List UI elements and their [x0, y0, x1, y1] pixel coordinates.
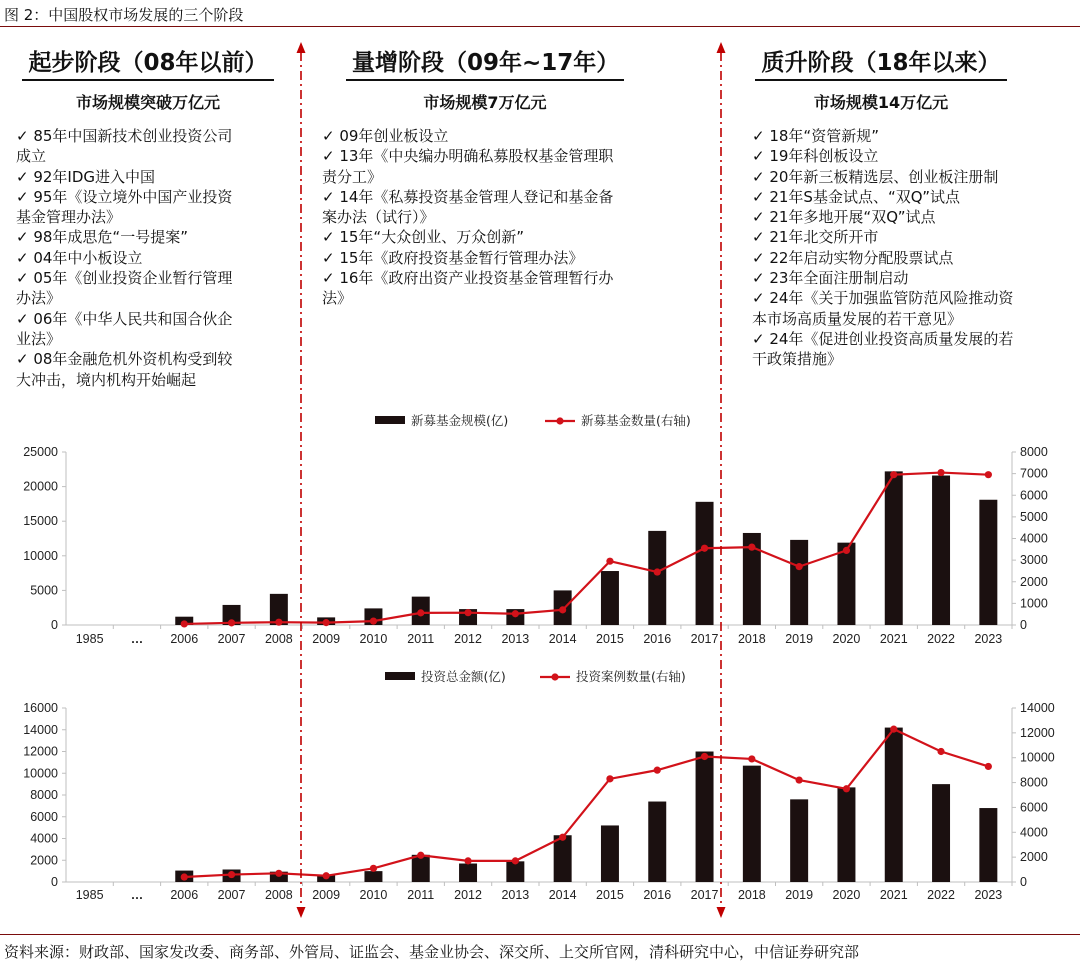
chart2-line-point: [559, 834, 566, 841]
chart1-x-tick-label: 2014: [548, 632, 577, 646]
chart2-x-tick-label: 2011: [407, 888, 435, 902]
chart1-x-tick-label: 2023: [974, 632, 1003, 646]
chart1-line-point: [559, 606, 566, 613]
chart1-x-tick-label: 2017: [690, 632, 719, 646]
chart2-x-tick-label: 2009: [312, 888, 341, 902]
event-line: ✓ 15年《政府投资基金暂行管理办法》: [322, 248, 584, 267]
chart2-line-point: [748, 755, 755, 762]
event-line: ✓ 92年IDG进入中国: [16, 167, 156, 186]
chart1-legend-line-label: 新募基金数量(右轴): [581, 413, 691, 428]
chart1-line-point: [512, 610, 519, 617]
chart2-line-point: [323, 872, 330, 879]
chart2-left-tick-label: 8000: [30, 788, 58, 802]
chart2-right-tick-label: 4000: [1020, 825, 1048, 840]
event-line: ✓ 04年中小板设立: [16, 248, 143, 267]
event-line: ✓ 20年新三板精选层、创业板注册制: [752, 167, 999, 186]
chart2-left-tick-label: 0: [51, 875, 58, 889]
chart2-x-tick-label: 2006: [170, 888, 199, 902]
event-line: ✓ 13年《中央编办明确私募股权基金管理职: [322, 147, 614, 166]
event-line: ✓ 21年多地开展“双Q”试点: [752, 208, 936, 227]
event-line: 业法》: [16, 329, 62, 348]
event-line: ✓ 98年成思危“一号提案”: [16, 228, 188, 247]
chart1-line-point: [181, 620, 188, 627]
chart1-legend-bar-label: 新募基金规模(亿): [411, 413, 509, 428]
chart1-line-point: [890, 471, 897, 478]
chart2-left-tick-label: 16000: [23, 701, 58, 715]
chart1-line-point: [701, 545, 708, 552]
chart2-series-line: [184, 729, 988, 877]
chart1-x-tick-label: 2021: [879, 632, 908, 646]
event-line: 本市场高质量发展的若干意见》: [752, 309, 963, 328]
chart1-right-tick-label: 6000: [1020, 488, 1048, 503]
chart2-x-tick-label: 2016: [643, 888, 672, 902]
chart1-line-point: [843, 547, 850, 554]
event-line: 干政策措施》: [752, 350, 843, 369]
chart2-bar: [885, 728, 903, 882]
divider-arrow-down-icon: [717, 907, 726, 918]
chart2-left-tick-label: 10000: [23, 766, 58, 781]
event-line: 责分工》: [322, 167, 383, 186]
chart1-x-tick-label: 2011: [407, 632, 435, 646]
chart2-bar: [554, 835, 572, 882]
chart1-line-point: [796, 563, 803, 570]
chart1-series-line: [184, 473, 988, 624]
chart1-x-tick-label: 2006: [170, 632, 199, 646]
chart2-right-tick-label: 8000: [1020, 775, 1048, 790]
chart1-right-tick-label: 1000: [1020, 596, 1048, 611]
chart2-bar: [364, 871, 382, 882]
chart2-x-tick-label: …: [130, 888, 144, 902]
event-line: ✓ 14年《私募投资基金管理人登记和基金备: [322, 187, 614, 206]
chart2-left-tick-label: 12000: [23, 744, 58, 759]
chart1-right-tick-label: 5000: [1020, 509, 1048, 524]
chart1-bar: [932, 476, 950, 625]
event-line: 案办法（试行）》: [322, 208, 435, 227]
chart1-x-tick-label: …: [130, 632, 144, 646]
stage-1-title: 起步阶段（08年以前）: [22, 48, 273, 81]
chart1-right-tick-label: 8000: [1020, 445, 1048, 459]
chart2-bar: [837, 787, 855, 882]
chart2-bar: [743, 766, 761, 882]
chart2-x-tick-label: 2015: [596, 888, 624, 902]
chart2-bar: [412, 855, 430, 882]
chart2-x-tick-label: 2019: [785, 888, 814, 902]
chart1-x-tick-label: 2008: [264, 632, 293, 646]
chart1-x-tick-label: 2016: [643, 632, 672, 646]
chart2-line-point: [843, 785, 850, 792]
chart1-right-tick-label: 3000: [1020, 553, 1048, 568]
chart2-left-tick-label: 14000: [23, 722, 58, 737]
chart2-right-tick-label: 0: [1020, 875, 1027, 889]
chart1-line-point: [464, 609, 471, 616]
figure-title: 图 2：中国股权市场发展的三个阶段: [4, 6, 244, 24]
divider-arrow-up-icon: [717, 42, 726, 53]
chart2-right-tick-label: 14000: [1020, 701, 1055, 715]
chart2-right-tick-label: 2000: [1020, 850, 1048, 865]
chart1-x-tick-label: 2022: [927, 632, 955, 646]
chart1-bar: [648, 531, 666, 625]
chart2-line-point: [654, 767, 661, 774]
chart2-bar: [459, 864, 477, 882]
chart2-x-tick-label: 2017: [690, 888, 719, 902]
chart1-left-tick-label: 15000: [23, 514, 58, 529]
chart2-line-point: [512, 857, 519, 864]
chart2-right-tick-label: 10000: [1020, 750, 1055, 765]
event-line: ✓ 85年中国新技术创业投资公司: [16, 127, 233, 145]
chart2-x-tick-label: 2021: [879, 888, 908, 902]
chart1-left-tick-label: 20000: [23, 479, 58, 494]
chart1-line-point: [228, 619, 235, 626]
chart2-bar: [979, 808, 997, 882]
chart2-x-tick-label: 2014: [548, 888, 577, 902]
chart1-line-point: [937, 469, 944, 476]
event-line: ✓ 24年《关于加强监管防范风险推动资: [752, 289, 1014, 308]
chart1-right-tick-label: 4000: [1020, 531, 1048, 546]
event-line: ✓ 09年创业板设立: [322, 127, 449, 145]
event-line: ✓ 24年《促进创业投资高质量发展的若: [752, 329, 1014, 348]
event-line: 办法》: [16, 289, 62, 308]
event-line: ✓ 21年S基金试点、“双Q”试点: [752, 187, 961, 206]
chart2-line-point: [417, 852, 424, 859]
chart1-x-tick-label: 2015: [596, 632, 624, 646]
event-line: ✓ 16年《政府出资产业投资基金管理暂行办: [322, 269, 614, 288]
chart1-right-tick-label: 7000: [1020, 466, 1048, 481]
chart2-x-tick-label: 2022: [927, 888, 955, 902]
chart1-x-tick-label: 2010: [359, 632, 388, 646]
chart1-left-tick-label: 25000: [23, 445, 58, 459]
chart1-x-tick-label: 2018: [737, 632, 766, 646]
chart2-line-point: [181, 873, 188, 880]
chart2-legend-bar-label: 投资总金额(亿): [421, 669, 506, 684]
chart2-line-point: [937, 748, 944, 755]
divider-arrow-down-icon: [297, 907, 306, 918]
stage-2-scale: 市场规模7万亿元: [423, 93, 547, 112]
chart2-x-tick-label: 2020: [832, 888, 861, 902]
chart2-bar: [932, 784, 950, 882]
chart1-bar: [837, 543, 855, 625]
chart1-x-tick-label: 2020: [832, 632, 861, 646]
event-line: 成立: [16, 147, 47, 166]
event-line: ✓ 19年科创板设立: [752, 147, 879, 166]
chart1-bar: [696, 502, 714, 625]
chart1-bar: [885, 471, 903, 625]
chart2-line-point: [701, 753, 708, 760]
chart2-right-tick-label: 6000: [1020, 800, 1048, 815]
chart1-x-tick-label: 2019: [785, 632, 814, 646]
chart1-x-tick-label: 2007: [217, 632, 246, 646]
chart2-legend-line-marker: [551, 673, 558, 680]
chart1-bar: [790, 540, 808, 625]
chart2-bar: [601, 825, 619, 882]
chart2-bar: [696, 752, 714, 883]
chart2-legend-line-label: 投资案例数量(右轴): [576, 669, 686, 684]
chart2-right-tick-label: 12000: [1020, 725, 1055, 740]
chart1-x-tick-label: 2009: [312, 632, 341, 646]
chart1-line-point: [654, 568, 661, 575]
chart1-right-tick-label: 2000: [1020, 574, 1048, 589]
event-line: ✓ 08年金融危机外资机构受到较: [16, 350, 233, 369]
chart2-left-tick-label: 6000: [30, 809, 58, 824]
chart2-line-point: [464, 857, 471, 864]
chart2-line-point: [228, 871, 235, 878]
source-note: 资料来源：财政部、国家发改委、商务部、外管局、证监会、基金业协会、深交所、上交所官网，清科研究中心，中信证券研究部: [4, 943, 860, 961]
chart2-line-point: [606, 775, 613, 782]
chart1-bar: [601, 571, 619, 625]
chart2-bar: [648, 802, 666, 882]
chart2-legend-bar-swatch: [385, 672, 415, 680]
chart1-line-point: [606, 558, 613, 565]
chart1-x-tick-label: 1985: [75, 632, 104, 646]
chart1-line-point: [370, 618, 377, 625]
chart2-bar: [790, 799, 808, 882]
chart1-line-point: [748, 544, 755, 551]
event-line: ✓ 23年全面注册制启动: [752, 269, 909, 288]
chart1-bar: [979, 500, 997, 625]
chart2-x-tick-label: 2012: [454, 888, 482, 902]
chart2-x-tick-label: 1985: [75, 888, 104, 902]
event-line: 大冲击，境内机构开始崛起: [16, 370, 197, 389]
chart1-x-tick-label: 2012: [454, 632, 482, 646]
stage-1-scale: 市场规模突破万亿元: [75, 93, 220, 112]
chart2-x-tick-label: 2018: [737, 888, 766, 902]
chart2-line-point: [370, 865, 377, 872]
chart1-line-point: [985, 471, 992, 478]
chart2-line-point: [275, 870, 282, 877]
chart1-legend-bar-swatch: [375, 416, 405, 424]
event-line: ✓ 18年“资管新规”: [752, 127, 879, 145]
chart2-line-point: [796, 776, 803, 783]
chart2-left-tick-label: 4000: [30, 831, 58, 846]
chart1-right-tick-label: 0: [1020, 618, 1027, 632]
event-line: ✓ 22年启动实物分配股票试点: [752, 248, 954, 267]
chart1-left-tick-label: 0: [51, 618, 58, 632]
divider-arrow-up-icon: [297, 42, 306, 53]
stage-3-scale: 市场规模14万亿元: [813, 93, 949, 112]
chart2-x-tick-label: 2013: [501, 888, 530, 902]
event-line: ✓ 95年《设立境外中国产业投资: [16, 187, 233, 206]
chart2-line-point: [890, 726, 897, 733]
chart1-line-point: [323, 619, 330, 626]
bottom-rule: [0, 934, 1080, 935]
chart1-line-point: [275, 619, 282, 626]
stage-3-title: 质升阶段（18年以来）: [755, 48, 1006, 81]
chart1-left-tick-label: 5000: [30, 583, 58, 598]
chart2-x-tick-label: 2008: [264, 888, 293, 902]
chart1-legend-line-marker: [556, 417, 563, 424]
chart2-x-tick-label: 2007: [217, 888, 246, 902]
event-line: ✓ 21年北交所开市: [752, 228, 879, 247]
chart2-line-point: [985, 763, 992, 770]
event-line: ✓ 15年“大众创业、万众创新”: [322, 228, 524, 247]
chart1-line-point: [417, 609, 424, 616]
chart1-left-tick-label: 10000: [23, 548, 58, 563]
event-line: ✓ 05年《创业投资企业暂行管理: [16, 269, 233, 288]
event-line: 基金管理办法》: [16, 208, 122, 227]
chart2-left-tick-label: 2000: [30, 853, 58, 868]
chart1-x-tick-label: 2013: [501, 632, 530, 646]
chart2-x-tick-label: 2023: [974, 888, 1003, 902]
chart2-x-tick-label: 2010: [359, 888, 388, 902]
event-line: ✓ 06年《中华人民共和国合伙企: [16, 309, 233, 328]
event-line: 法》: [322, 289, 353, 308]
stage-2-title: 量增阶段（09年~17年）: [346, 48, 624, 81]
